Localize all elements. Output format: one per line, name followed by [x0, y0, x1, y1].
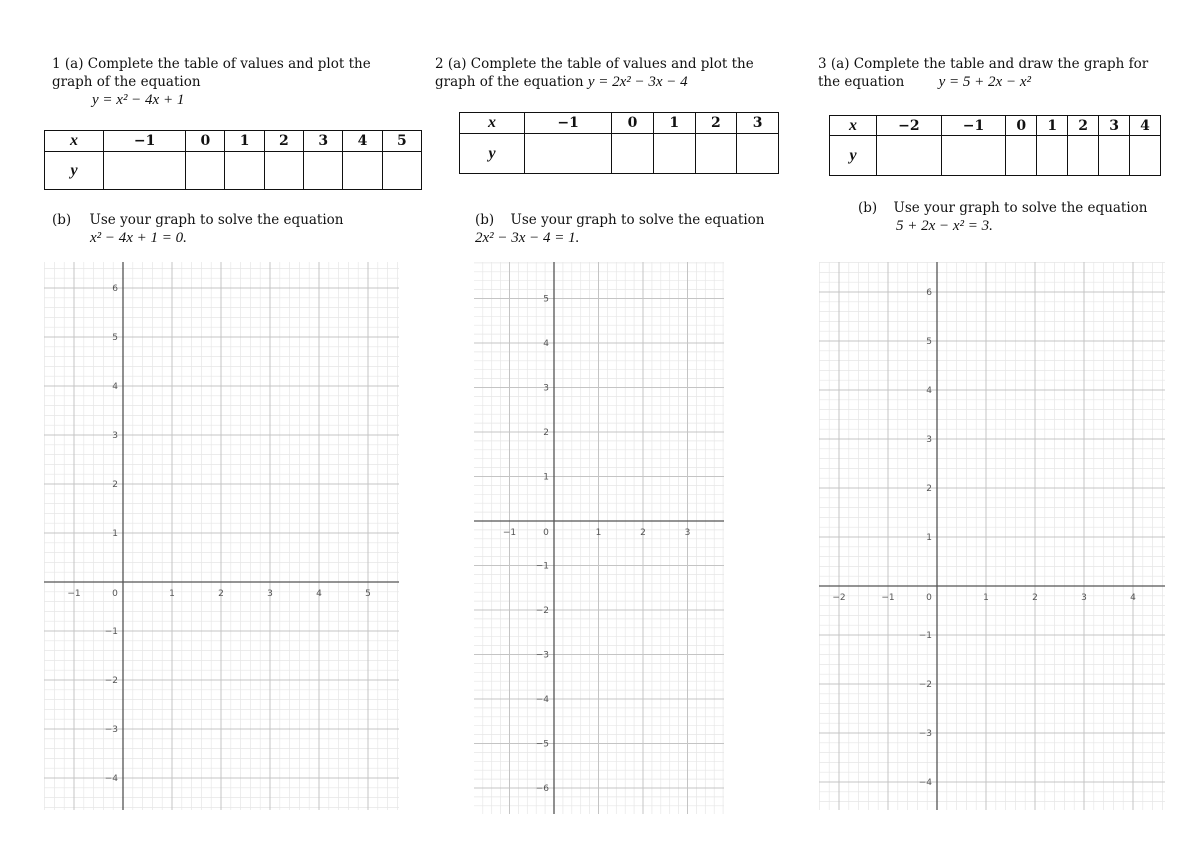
q2-x-cell: 3	[737, 113, 779, 134]
q3-part-b-text: Use your graph to solve the equation	[893, 200, 1148, 216]
y-tick-label: −4	[918, 778, 932, 788]
x-tick-label: 4	[1130, 593, 1136, 603]
y-tick-label: 4	[926, 386, 932, 396]
q1-x-cell: 3	[304, 131, 343, 152]
q1-y-cell[interactable]	[304, 152, 343, 190]
q3-grid[interactable]	[819, 262, 1165, 810]
q3-equation: y = 5 + 2x − x²	[938, 74, 1031, 90]
y-tick-label: −6	[535, 784, 549, 794]
question-1	[52, 55, 412, 109]
q1-equation: y = x² − 4x + 1	[92, 92, 185, 108]
q3-part-b-label: (b)	[858, 200, 878, 216]
q3-y-cell[interactable]	[1068, 136, 1099, 176]
q1-x-header: x	[45, 131, 104, 152]
q3-x-cell: −1	[941, 116, 1006, 136]
y-tick-label: −2	[104, 676, 118, 686]
x-tick-label: −1	[881, 593, 895, 603]
q2-y-cell[interactable]	[653, 134, 695, 174]
q1-y-cell[interactable]	[382, 152, 421, 190]
y-tick-label: 5	[543, 294, 549, 305]
q3-x-cell: 3	[1099, 116, 1130, 136]
q1-y-cell[interactable]	[186, 152, 225, 190]
q3-y-cell[interactable]	[1099, 136, 1130, 176]
q3-x-cell: 2	[1068, 116, 1099, 136]
q3-y-cell[interactable]	[1037, 136, 1068, 176]
y-tick-label: 4	[543, 339, 549, 349]
q2-y-cell[interactable]	[695, 134, 737, 174]
q1-grid[interactable]	[44, 262, 399, 810]
y-tick-label: −5	[535, 739, 549, 750]
q3-y-cell[interactable]	[1006, 136, 1037, 176]
y-tick-label: 2	[543, 428, 549, 438]
x-tick-label: 2	[218, 589, 224, 599]
q2-equation: y = 2x² − 3x − 4	[587, 74, 688, 90]
q2-y-cell[interactable]	[612, 134, 654, 174]
x-tick-label: 1	[595, 528, 602, 538]
y-tick-label: −1	[535, 561, 549, 572]
q3-part-b	[858, 199, 1158, 235]
q1-x-cell: 2	[264, 131, 303, 152]
question-3	[818, 55, 1153, 91]
q2-y-header: y	[460, 134, 525, 174]
y-tick-label: 6	[926, 288, 932, 298]
q3-y-cell[interactable]	[1130, 136, 1161, 176]
y-tick-label: −3	[104, 725, 118, 735]
q2-part-a-text: 2 (a) Complete the table of values and plot the graph of the equation	[435, 56, 754, 90]
x-tick-label: 0	[926, 593, 932, 603]
q2-x-cell: 2	[695, 113, 737, 134]
y-tick-label: 5	[112, 333, 118, 343]
q1-x-cell: −1	[104, 131, 186, 152]
q3-y-header: y	[830, 136, 877, 176]
x-tick-label: 0	[112, 589, 118, 599]
x-tick-label: −1	[502, 528, 517, 538]
q2-part-b-equation: 2x² − 3x − 4 = 1.	[475, 230, 580, 246]
q1-x-cell: 4	[343, 131, 382, 152]
y-tick-label: 1	[112, 529, 118, 539]
question-2	[435, 55, 795, 91]
x-tick-label: 3	[684, 528, 691, 538]
q2-y-cell[interactable]	[525, 134, 612, 174]
q3-part-b-equation: 5 + 2x − x² = 3.	[896, 218, 993, 234]
q3-x-cell: 0	[1006, 116, 1037, 136]
q1-x-cell: 0	[186, 131, 225, 152]
y-tick-label: 3	[926, 435, 932, 445]
y-tick-label: −1	[104, 627, 118, 637]
q1-y-cell[interactable]	[104, 152, 186, 190]
q2-part-b	[475, 211, 775, 247]
q2-x-header: x	[460, 113, 525, 134]
y-tick-label: 6	[112, 284, 118, 294]
q1-part-a-text: 1 (a) Complete the table of values and plot the graph of the equation	[52, 56, 371, 90]
x-tick-label: 1	[169, 589, 175, 599]
q1-x-cell: 5	[382, 131, 421, 152]
y-tick-label: −4	[104, 774, 118, 784]
y-tick-label: −2	[535, 606, 549, 616]
q1-y-cell[interactable]	[225, 152, 264, 190]
x-tick-label: 4	[316, 589, 322, 599]
q2-part-b-label: (b)	[475, 212, 495, 228]
x-tick-label: 2	[640, 528, 646, 538]
q3-part-a-text: 3 (a) Complete the table and draw the graph for the equation	[818, 56, 1149, 90]
q1-part-b	[52, 211, 412, 247]
y-tick-label: 2	[112, 480, 118, 490]
y-tick-label: 3	[543, 383, 549, 394]
q1-values-table	[44, 130, 422, 190]
q1-part-b-label: (b)	[52, 212, 72, 228]
y-tick-label: 1	[543, 472, 549, 483]
y-tick-label: 1	[926, 533, 932, 543]
q3-x-cell: 4	[1130, 116, 1161, 136]
q2-y-cell[interactable]	[737, 134, 779, 174]
q2-x-cell: −1	[525, 113, 612, 134]
x-tick-label: −1	[67, 589, 81, 599]
q1-part-b-text: Use your graph to solve the equation	[89, 212, 344, 228]
q2-part-b-text: Use your graph to solve the equation	[510, 212, 765, 228]
x-tick-label: 2	[1032, 593, 1038, 603]
y-tick-label: −3	[918, 729, 932, 739]
q1-y-cell[interactable]	[343, 152, 382, 190]
q1-part-b-equation: x² − 4x + 1 = 0.	[90, 230, 187, 246]
y-tick-label: −1	[918, 631, 932, 641]
x-tick-label: 1	[983, 593, 989, 603]
q3-x-header: x	[830, 116, 877, 136]
y-tick-label: 2	[926, 484, 932, 494]
q3-x-cell: −2	[877, 116, 942, 136]
q2-x-cell: 1	[653, 113, 695, 134]
q3-y-cell[interactable]	[941, 136, 1006, 176]
y-tick-label: −4	[535, 695, 549, 705]
q1-y-header: y	[45, 152, 104, 190]
y-tick-label: 3	[112, 431, 118, 441]
y-tick-label: −3	[535, 650, 549, 661]
q2-grid[interactable]	[474, 262, 724, 814]
x-tick-label: 5	[365, 589, 371, 599]
q3-y-cell[interactable]	[877, 136, 942, 176]
x-tick-label: 3	[1081, 593, 1087, 603]
y-tick-label: 4	[112, 382, 118, 392]
x-tick-label: 0	[543, 528, 549, 538]
x-tick-label: 3	[267, 589, 273, 599]
q1-y-cell[interactable]	[264, 152, 303, 190]
x-tick-label: −2	[832, 593, 846, 603]
q3-x-cell: 1	[1037, 116, 1068, 136]
q3-values-table	[829, 115, 1161, 176]
q1-x-cell: 1	[225, 131, 264, 152]
y-tick-label: −2	[918, 680, 932, 690]
y-tick-label: 5	[926, 337, 932, 347]
q2-x-cell: 0	[612, 113, 654, 134]
q2-values-table	[459, 112, 779, 174]
